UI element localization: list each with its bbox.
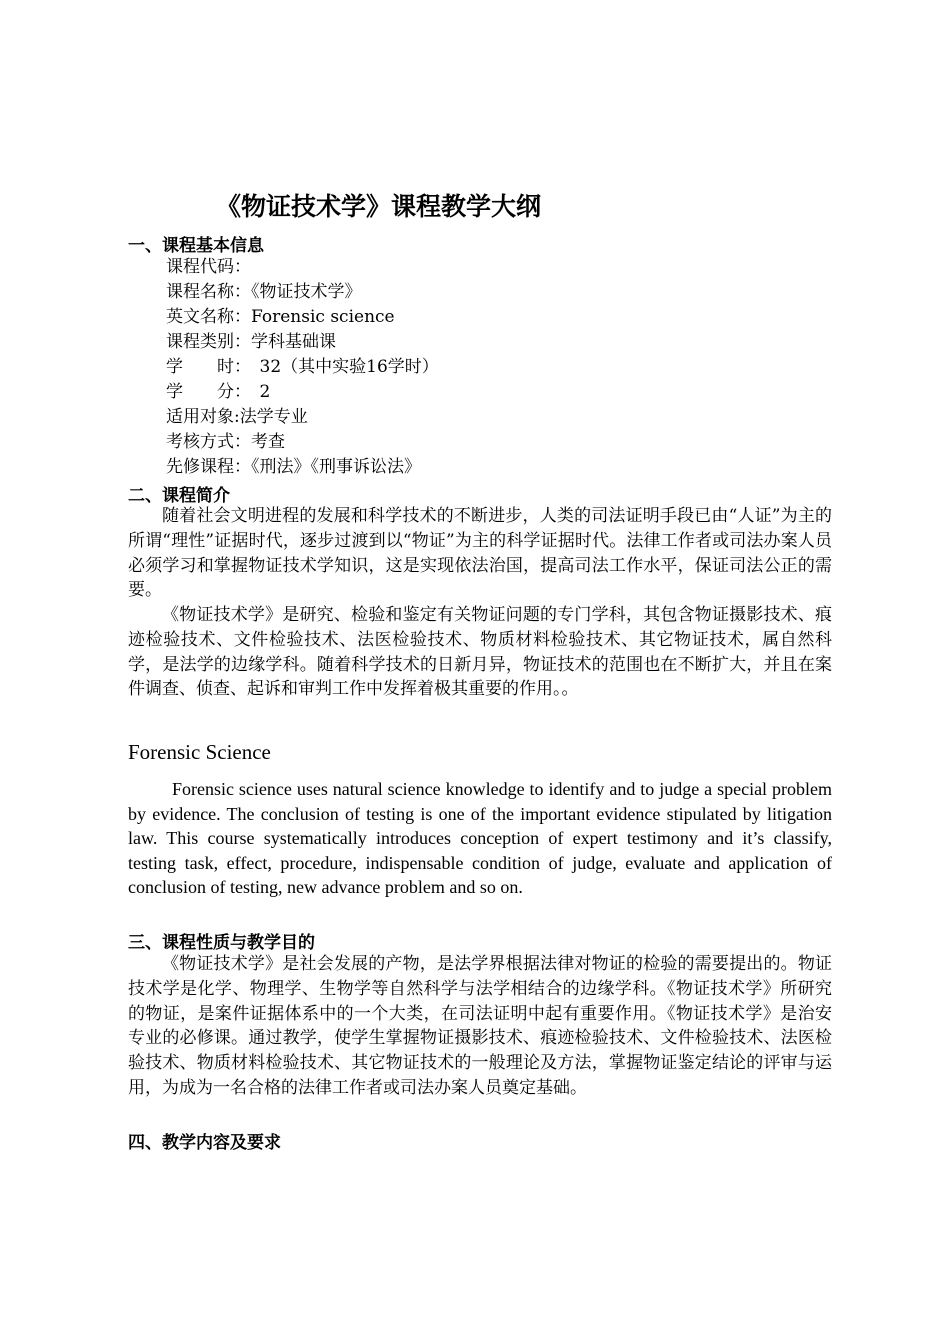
english-abstract-paragraph: Forensic science uses natural science knowledge to identify and to judge a special problem by evidence. The conclusion of testing is one of the important evidence stipulated by litigation law. This course systematically introduces conception of expert testimony and it’s classify, testing task, effect, procedure, indispensable condition of judge, evaluate and application of conclusion of testing, new advance problem and so on.: [128, 779, 832, 898]
intro-paragraph-2: 《物证技术学》是研究、检验和鉴定有关物证问题的专门学科，其包含物证摄影技术、痕迹检验技术、文件检验技术、法医检验技术、物质材料检验技术、其它物证技术，属自然科学，是法学的边缘学科。随着科学技术的日新月异，物证技术的范围也在不断扩大，并且在案件调查、侦查、起诉和审判工作中发挥着极其重要的作用。。: [128, 605, 832, 700]
intro-paragraph-1: 随着社会文明进程的发展和科学技术的不断进步，人类的司法证明手段已由“人证”为主的所谓“理性”证据时代，逐步过渡到以“物证”为主的科学证据时代。法律工作者或司法办案人员必须学习和掌握物证技术学知识，这是实现依法治国，提高司法工作水平，保证司法公正的需要。: [128, 506, 832, 601]
info-course-category: 课程类别：学科基础课: [166, 332, 336, 352]
section-heading-content-requirements: 四、教学内容及要求: [128, 1133, 281, 1153]
info-target-audience: 适用对象:法学专业: [166, 407, 308, 427]
section-heading-introduction: 二、课程简介: [128, 486, 230, 506]
document-title: 《物证技术学》课程教学大纲: [216, 192, 542, 221]
english-heading: Forensic Science: [128, 740, 271, 764]
nature-purpose-paragraph: 《物证技术学》是社会发展的产物，是法学界根据法律对物证的检验的需要提出的。物证技术学是化学、物理学、生物学等自然科学与法学相结合的边缘学科。《物证技术学》所研究的物证，是案件证据体系中的一个大类，在司法证明中起有重要作用。《物证技术学》是治安专业的必修课。通过教学，使学生掌握物证摄影技术、痕迹检验技术、文件检验技术、法医检验技术、物质材料检验技术、其它物证技术的一般理论及方法，掌握物证鉴定结论的评审与运用，为成为一名合格的法律工作者或司法办案人员奠定基础。: [128, 954, 832, 1098]
info-credits: 学 分： 2: [166, 382, 271, 402]
info-english-name: 英文名称：Forensic science: [166, 307, 395, 327]
info-course-name: 课程名称：《物证技术学》: [166, 282, 362, 302]
info-class-hours: 学 时： 32（其中实验16学时）: [166, 357, 439, 377]
info-course-code: 课程代码：: [166, 257, 251, 277]
info-prerequisites: 先修课程：《刑法》《刑事诉讼法》: [166, 457, 421, 477]
section-heading-basic-info: 一、课程基本信息: [128, 236, 264, 256]
info-assessment: 考核方式：考查: [166, 432, 285, 452]
section-heading-nature-purpose: 三、课程性质与教学目的: [128, 933, 315, 953]
